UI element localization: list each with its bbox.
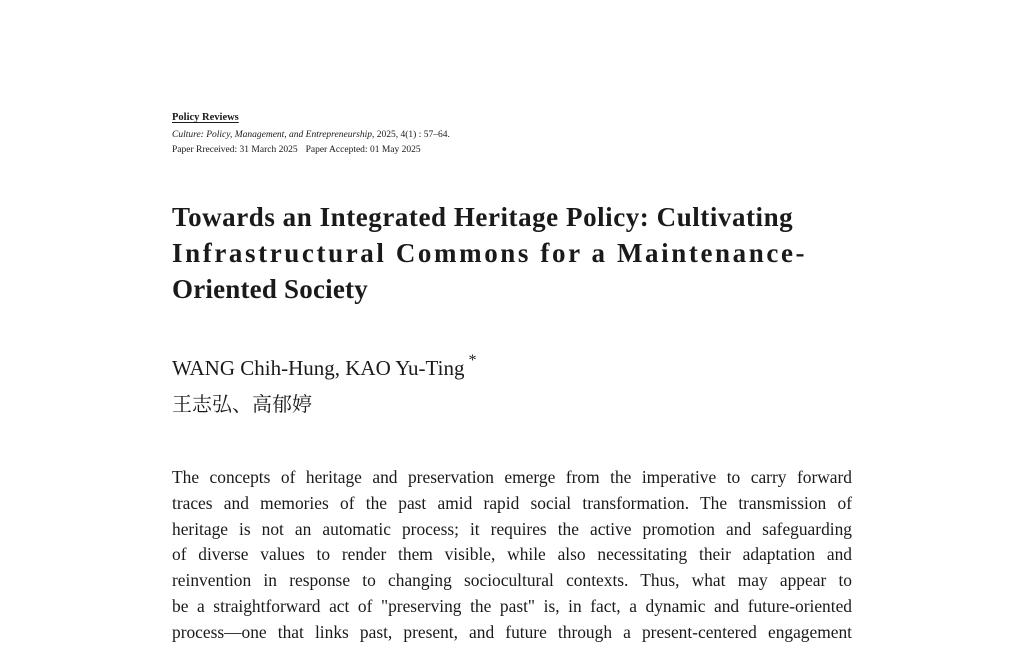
abstract-line: heritage is not an automatic process; it requires the active promotion and safeguarding	[172, 518, 852, 539]
journal-name: Culture: Policy, Management, and Entrepreneurship	[172, 130, 372, 140]
abstract-line: be a straightforward act of "preserving the past" is, in fact, a dynamic and future-oriented	[172, 595, 852, 616]
title-line: Oriented Society	[172, 274, 368, 304]
title-line: Towards an Integrated Heritage Policy: Cultivating	[172, 202, 794, 232]
journal-volume-pages: , 2025, 4(1) : 57–64.	[372, 130, 450, 140]
abstract-paragraph	[172, 465, 852, 646]
accepted-date: Paper Accepted: 01 May 2025	[305, 145, 421, 155]
abstract-line: reinvention in response to changing sociocultural contexts. Thus, what may appear to	[172, 570, 852, 591]
title-line: Infrastructural Commons for a Maintenance-	[172, 238, 808, 268]
journal-citation	[172, 130, 450, 140]
author-names	[172, 354, 476, 381]
corresponding-author-marker: *	[468, 352, 477, 369]
section-label: Policy Reviews	[172, 112, 239, 123]
paper-dates	[172, 145, 421, 155]
paper-title	[172, 199, 852, 307]
abstract-line: of diverse values to render them visible, while also necessitating their adaptation and	[172, 544, 852, 565]
received-date: Paper Rreceived: 31 March 2025	[172, 145, 298, 155]
author-names-chinese: 王志弘、高郁婷	[172, 392, 312, 416]
abstract-line: process—one that links past, present, and future through a present-centered engagement	[172, 621, 852, 642]
author-names-text: WANG Chih-Hung, KAO Yu-Ting	[172, 356, 465, 380]
abstract-line: The concepts of heritage and preservation emerge from the imperative to carry forward	[172, 467, 852, 487]
abstract-line: traces and memories of the past amid rapid social transformation. The transmission of	[172, 492, 852, 513]
